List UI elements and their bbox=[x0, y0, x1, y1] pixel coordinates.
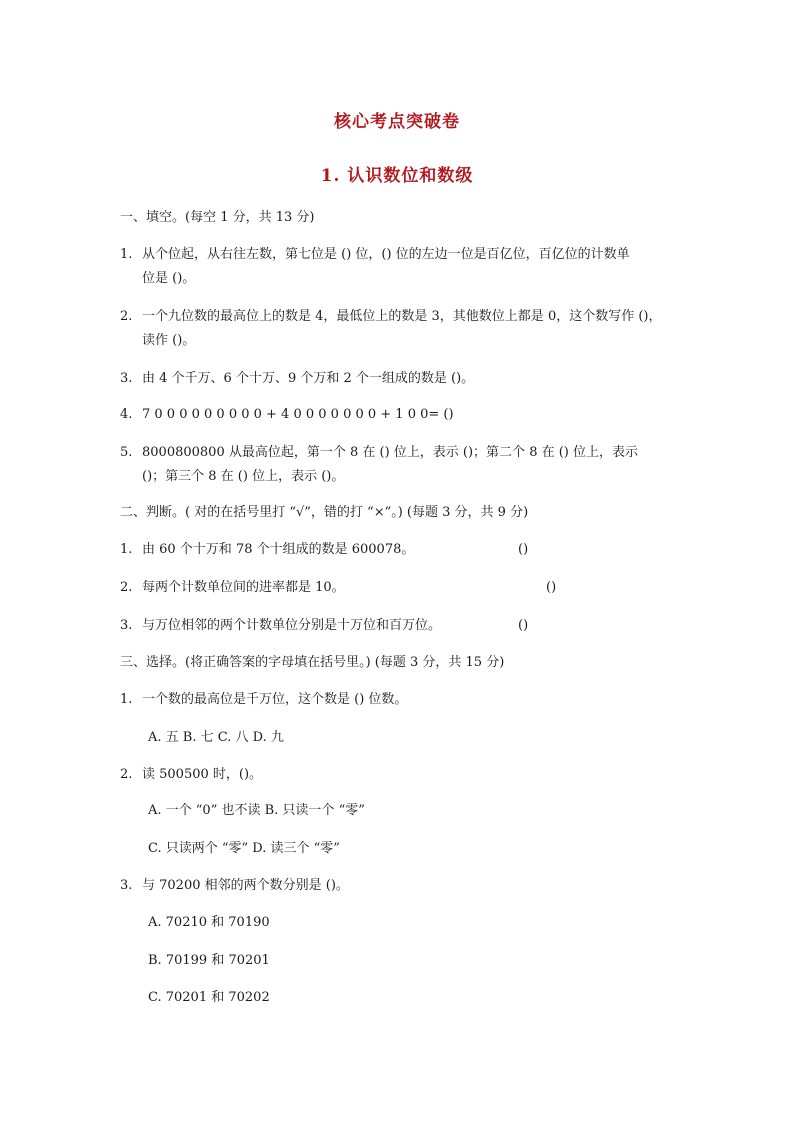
answer-parentheses: () bbox=[518, 542, 529, 557]
fill-question-1 bbox=[120, 244, 630, 266]
judge-question-3 bbox=[120, 615, 441, 637]
question-number: 2. bbox=[120, 767, 133, 782]
answer-parentheses: () bbox=[546, 580, 557, 595]
question-text: 由 60 个十万和 78 个十组成的数是 600078。 bbox=[142, 542, 415, 557]
choice-question-1 bbox=[120, 689, 407, 711]
question-text: 与 70200 相邻的两个数分别是 ()。 bbox=[142, 878, 349, 893]
fill-question-1-cont: 位是 ()。 bbox=[142, 271, 196, 286]
question-number: 3. bbox=[120, 878, 133, 893]
question-text: 读 500500 时，()。 bbox=[142, 767, 263, 782]
fill-question-3 bbox=[120, 368, 474, 390]
choice-option-c: C. 70201 和 70202 bbox=[148, 990, 270, 1005]
question-text-line1: 从个位起，从右往左数，第七位是 () 位，() 位的左边一位是百亿位，百亿位的计数单 bbox=[142, 247, 630, 262]
question-text-line1: 8000800800 从最高位起，第一个 8 在 () 位上，表示 ()；第二个 8 在 () 位上，表示 bbox=[142, 445, 639, 460]
choice-options: A. 一个 “0” 也不读 B. 只读一个 “零” bbox=[148, 803, 365, 818]
question-number: 2. bbox=[120, 309, 133, 324]
section-1-heading: 一、填空。(每空 1 分，共 13 分) bbox=[120, 210, 315, 225]
fill-question-5-cont: ()；第三个 8 在 () 位上，表示 ()。 bbox=[142, 469, 345, 484]
choice-option-b: B. 70199 和 70201 bbox=[148, 953, 270, 968]
question-text-line1: 一个九位数的最高位上的数是 4，最低位上的数是 3，其他数位上都是 0，这个数写作 ()， bbox=[142, 309, 662, 324]
question-text: 7 0 0 0 0 0 0 0 0 0 + 4 0 0 0 0 0 0 0 + 1 0 0= () bbox=[142, 407, 454, 422]
question-number: 3. bbox=[120, 618, 133, 633]
question-text: 由 4 个千万、6 个十万、9 个万和 2 个一组成的数是 ()。 bbox=[142, 371, 475, 386]
page-subtitle: 1. 认识数位和数级 bbox=[320, 166, 474, 186]
question-number: 1. bbox=[120, 542, 133, 557]
question-number: 5. bbox=[120, 445, 133, 460]
question-number: 4. bbox=[120, 407, 133, 422]
choice-question-2 bbox=[120, 764, 262, 786]
question-number: 3. bbox=[120, 371, 133, 386]
question-text: 一个数的最高位是千万位，这个数是 () 位数。 bbox=[142, 692, 408, 707]
question-number: 1. bbox=[120, 692, 133, 707]
question-text: 与万位相邻的两个计数单位分别是十万位和百万位。 bbox=[142, 618, 442, 633]
fill-question-5 bbox=[120, 442, 638, 464]
choice-options: C. 只读两个 “零” D. 读三个 “零” bbox=[148, 841, 340, 856]
judge-question-2 bbox=[120, 577, 345, 599]
fill-question-2-cont: 读作 ()。 bbox=[142, 333, 196, 348]
answer-parentheses: () bbox=[518, 618, 529, 633]
section-3-heading: 三、选择。(将正确答案的字母填在括号里。) (每题 3 分，共 15 分) bbox=[120, 655, 505, 670]
choice-option-a: A. 70210 和 70190 bbox=[148, 915, 270, 930]
question-text: 每两个计数单位间的进率都是 10。 bbox=[142, 580, 345, 595]
question-number: 1. bbox=[120, 247, 133, 262]
choice-question-3 bbox=[120, 875, 349, 897]
judge-question-1 bbox=[120, 539, 414, 561]
fill-question-4 bbox=[120, 404, 454, 426]
fill-question-2 bbox=[120, 306, 662, 328]
page-title: 核心考点突破卷 bbox=[334, 112, 460, 132]
section-2-heading: 二、判断。( 对的在括号里打 “√”，错的打 “×”。) (每题 3 分，共 9 分) bbox=[120, 505, 529, 520]
choice-options: A. 五 B. 七 C. 八 D. 九 bbox=[148, 730, 284, 745]
question-number: 2. bbox=[120, 580, 133, 595]
